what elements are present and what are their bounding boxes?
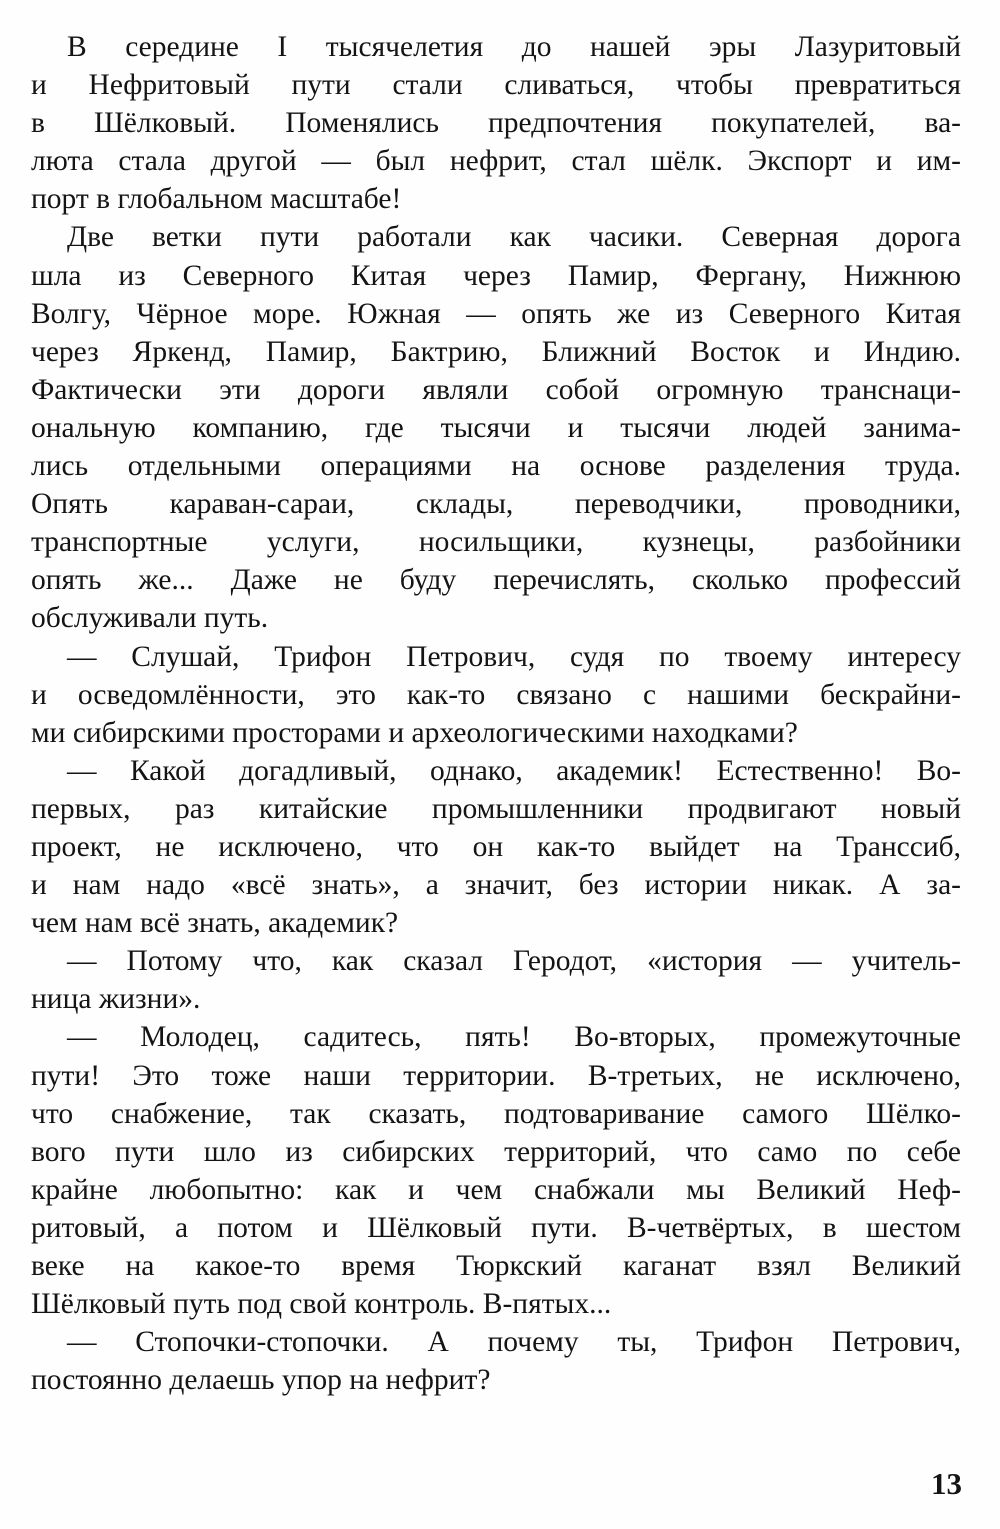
text-line: — Стопочки-стопочки. А почему ты, Трифон Петрович, bbox=[67, 1326, 961, 1359]
text-line: ми сибирскими просторами и археологическими находками? bbox=[31, 716, 798, 749]
text-line: лись отдельными операциями на основе разделения труда. bbox=[31, 450, 961, 483]
paragraph bbox=[31, 218, 961, 637]
text-line: ональную компанию, где тысячи и тысячи людей занима- bbox=[31, 411, 961, 444]
text-line: Волгу, Чёрное море. Южная — опять же из Северного Китая bbox=[31, 297, 961, 330]
text-line: и осведомлённости, это как-то связано с нашими бескрайни- bbox=[31, 678, 961, 711]
body-text bbox=[31, 28, 961, 1399]
text-line: крайне любопытно: как и чем снабжали мы Великий Неф- bbox=[31, 1173, 961, 1206]
paragraph bbox=[31, 28, 961, 218]
text-line: проект, не исключено, что он как-то выйдет на Транссиб, bbox=[31, 830, 961, 863]
text-line: и Нефритовый пути стали сливаться, чтобы превратиться bbox=[31, 69, 961, 102]
text-line: — Молодец, садитесь, пять! Во-вторых, промежуточные bbox=[67, 1021, 961, 1054]
text-line: — Потому что, как сказал Геродот, «история — учитель- bbox=[67, 945, 961, 978]
dialogue-paragraph bbox=[31, 1018, 961, 1323]
text-line: ница жизни». bbox=[31, 983, 201, 1016]
text-line: — Какой догадливый, однако, академик! Естественно! Во- bbox=[67, 754, 961, 787]
text-line: опять же... Даже не буду перечислять, сколько профессий bbox=[31, 564, 961, 597]
text-line: и нам надо «всё знать», а значит, без истории никак. А за- bbox=[31, 869, 961, 902]
text-line: — Слушай, Трифон Петрович, судя по твоему интересу bbox=[67, 640, 961, 673]
text-line: что снабжение, так сказать, подтоваривание самого Шёлко- bbox=[31, 1097, 961, 1130]
text-line: в Шёлковый. Поменялись предпочтения покупателей, ва- bbox=[31, 107, 961, 140]
text-line: обслуживали путь. bbox=[31, 602, 269, 635]
text-line: ритовый, а потом и Шёлковый пути. В-четвёртых, в шестом bbox=[31, 1211, 961, 1244]
text-line: люта стала другой — был нефрит, стал шёлк. Экспорт и им- bbox=[31, 145, 961, 178]
text-line: Шёлковый путь под свой контроль. В-пятых... bbox=[31, 1288, 612, 1321]
text-line: Две ветки пути работали как часики. Северная дорога bbox=[67, 221, 961, 254]
text-line: чем нам всё знать, академик? bbox=[31, 907, 399, 940]
page-number: 13 bbox=[931, 1466, 962, 1501]
text-line: через Яркенд, Памир, Бактрию, Ближний Восток и Индию. bbox=[31, 335, 961, 368]
dialogue-paragraph bbox=[31, 942, 961, 1018]
text-line: Фактически эти дороги являли собой огромную транснаци- bbox=[31, 373, 961, 406]
text-line: веке на какое-то время Тюркский каганат взял Великий bbox=[31, 1250, 961, 1282]
text-line: Опять караван-сараи, склады, переводчики, проводники, bbox=[31, 488, 961, 521]
dialogue-paragraph bbox=[31, 1323, 961, 1399]
text-line: первых, раз китайские промышленники продвигают новый bbox=[31, 792, 961, 825]
text-line: В середине I тысячелетия до нашей эры Лазуритовый bbox=[67, 31, 961, 63]
text-line: вого пути шло из сибирских территорий, что само по себе bbox=[31, 1135, 961, 1168]
text-line: транспортные услуги, носильщики, кузнецы, разбойники bbox=[31, 526, 961, 559]
dialogue-paragraph bbox=[31, 752, 961, 942]
dialogue-paragraph bbox=[31, 638, 961, 752]
text-line: пути! Это тоже наши территории. В-третьих, не исключено, bbox=[31, 1059, 961, 1092]
text-line: порт в глобальном масштабе! bbox=[31, 183, 402, 216]
text-line: постоянно делаешь упор на нефрит? bbox=[31, 1364, 491, 1397]
text-line: шла из Северного Китая через Памир, Фергану, Нижнюю bbox=[31, 259, 961, 292]
